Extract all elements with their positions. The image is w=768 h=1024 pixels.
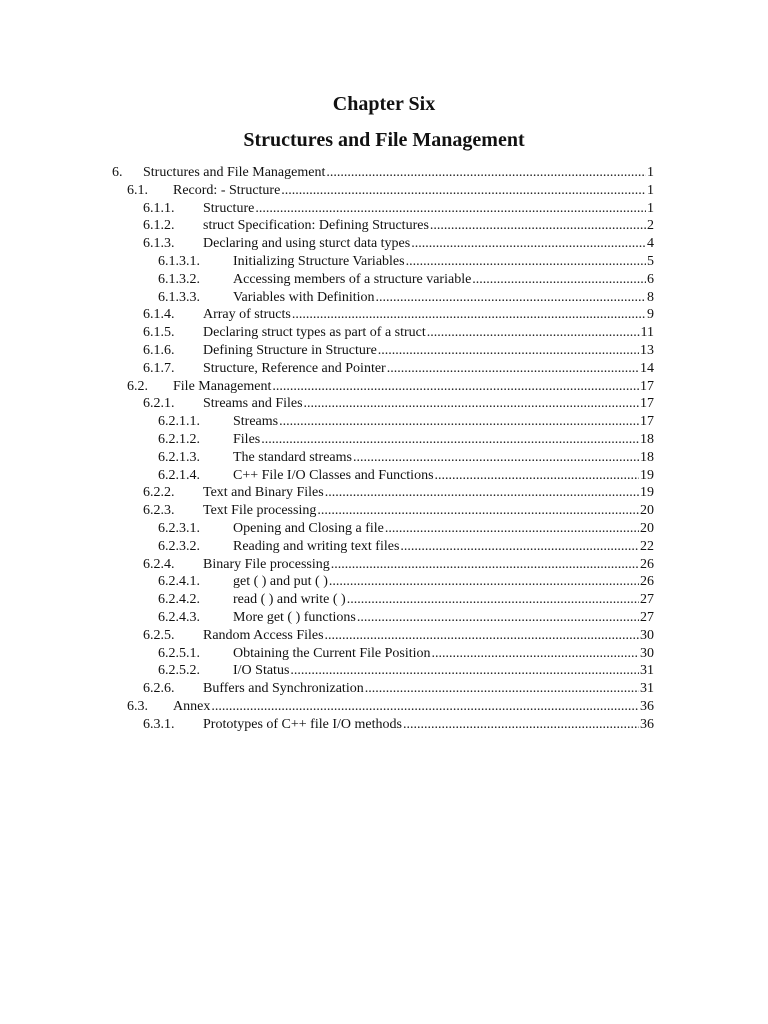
toc-entry[interactable] [158,253,654,271]
toc-entry-title: Files [233,432,261,447]
toc-entry-number: 6.2.6. [143,681,175,697]
toc-entry[interactable] [143,502,654,520]
toc-entry-page-number: 19 [640,467,654,483]
toc-entry-number: 6.1.3.3. [158,289,200,305]
toc-entry-page-number: 27 [640,610,654,625]
toc-entry-page-number: 27 [640,592,654,608]
toc-entry-page-number: 30 [640,645,654,661]
toc-entry-number: 6.1.1. [143,200,175,216]
chapter-subtitle: Structures and File Management [243,129,525,151]
toc-entry-number: 6. [112,165,123,180]
toc-dot-leader [347,591,639,609]
toc-entry-title: get ( ) and put ( ) [233,574,328,590]
toc-entry-title: Opening and Closing a file [233,521,384,536]
toc-dot-leader [281,182,646,200]
toc-entry-page-number: 18 [640,432,654,447]
toc-entry-page-number: 6 [647,271,654,287]
toc-entry[interactable] [158,609,654,627]
toc-entry-page-number: 26 [640,556,654,572]
toc-entry-number: 6.1.4. [143,307,175,323]
toc-entry-title: More get ( ) functions [233,610,356,625]
toc-dot-leader [432,645,639,663]
toc-dot-leader [385,520,639,538]
toc-entry[interactable] [158,573,654,591]
toc-entry-page-number: 19 [640,485,654,501]
toc-dot-leader [427,324,640,342]
toc-dot-leader [290,662,639,680]
toc-entry-title: struct Specification: Defining Structures [203,218,429,234]
toc-entry[interactable] [143,306,654,324]
toc-entry-number: 6.2.1. [143,396,175,412]
toc-entry-page-number: 30 [640,627,654,643]
toc-entry-page-number: 1 [647,182,654,198]
toc-entry-title: I/O Status [233,663,290,679]
toc-entry-title: Structure, Reference and Pointer [203,360,386,376]
toc-entry-number: 6.2.3.2. [158,538,200,554]
toc-entry-page-number: 22 [640,538,654,554]
toc-dot-leader [387,360,639,378]
toc-entry[interactable] [158,645,654,663]
toc-entry[interactable] [158,591,654,609]
toc-entry-number: 6.1.5. [143,325,175,341]
toc-entry-number: 6.2.1.2. [158,432,200,447]
toc-entry-number: 6.2.2. [143,485,175,501]
toc-entry-title: read ( ) and write ( ) [233,592,346,608]
toc-entry-number: 6.2.1.3. [158,449,200,465]
toc-entry[interactable] [143,680,654,698]
toc-dot-leader [325,484,639,502]
toc-entry[interactable] [158,413,654,431]
toc-entry-title: File Management [173,378,272,394]
toc-dot-leader [279,413,639,431]
toc-entry-title: Streams and Files [203,396,303,412]
toc-entry-number: 6.2.1.1. [158,414,200,430]
toc-dot-leader [365,680,639,698]
toc-dot-leader [406,253,646,271]
toc-entry-number: 6.2.4.1. [158,574,200,590]
toc-entry-title: Text File processing [203,503,317,519]
toc-entry[interactable] [127,182,654,200]
chapter-title: Chapter Six [332,93,436,115]
toc-entry-number: 6.1.3.2. [158,271,200,287]
toc-entry-title: Annex [173,699,211,714]
toc-entry[interactable] [143,200,654,218]
toc-entry[interactable] [143,324,654,342]
toc-entry-title: Accessing members of a structure variable [233,271,472,287]
toc-entry-number: 6.3. [127,699,148,714]
toc-entry-number: 6.1.3.1. [158,254,200,269]
toc-entry-title: Declaring struct types as part of a struct [203,325,426,341]
toc-entry-page-number: 36 [640,716,654,732]
toc-entry[interactable] [158,271,654,289]
toc-dot-leader [255,200,646,218]
toc-entry-title: Declaring and using sturct data types [203,236,411,252]
toc-entry[interactable] [143,217,654,235]
toc-entry-page-number: 2 [647,218,654,234]
toc-entry-page-number: 8 [647,289,654,305]
toc-entry-title: Initializing Structure Variables [233,254,405,269]
toc-dot-leader [400,538,639,556]
toc-entry-number: 6.2.1.4. [158,467,200,483]
toc-entry-page-number: 1 [647,200,654,216]
toc-dot-leader [411,235,646,253]
toc-dot-leader [261,431,639,449]
toc-entry-number: 6.1.6. [143,343,175,358]
toc-dot-leader [292,306,646,324]
toc-entry-title: Reading and writing text files [233,538,400,554]
toc-entry[interactable] [143,484,654,502]
toc-entry-number: 6.2.5. [143,627,175,643]
toc-entry-title: Streams [233,414,279,430]
toc-entry-page-number: 26 [640,574,654,590]
toc-entry[interactable] [158,662,654,680]
toc-entry-number: 6.1.3. [143,236,175,252]
toc-entry-page-number: 1 [647,165,654,180]
toc-entry[interactable] [127,698,654,716]
toc-entry-page-number: 18 [640,449,654,465]
toc-dot-leader [211,698,639,716]
toc-entry[interactable] [158,467,654,485]
toc-entry-number: 6.2.5.2. [158,663,200,679]
toc-entry[interactable] [143,360,654,378]
toc-dot-leader [376,289,646,307]
toc-entry-number: 6.1. [127,182,148,198]
toc-entry[interactable] [158,289,654,307]
toc-entry-title: The standard streams [233,449,352,465]
toc-entry-page-number: 14 [640,360,654,376]
toc-entry-title: Prototypes of C++ file I/O methods [203,716,402,732]
toc-entry[interactable] [143,395,654,413]
toc-dot-leader [435,467,639,485]
toc-entry-page-number: 31 [640,663,654,679]
toc-dot-leader [353,449,639,467]
toc-entry[interactable] [143,556,654,574]
toc-entry-page-number: 20 [640,521,654,536]
toc-dot-leader [329,573,639,591]
toc-entry[interactable] [143,235,654,253]
toc-entry-number: 6.1.7. [143,360,175,376]
toc-dot-leader [403,716,639,734]
toc-entry-page-number: 17 [640,414,654,430]
toc-entry[interactable] [127,378,654,396]
toc-entry[interactable] [158,538,654,556]
toc-dot-leader [331,556,639,574]
toc-entry-title: Binary File processing [203,556,330,572]
toc-entry-title: Defining Structure in Structure [203,343,377,358]
toc-entry-title: Array of structs [203,307,291,323]
toc-entry[interactable] [112,164,654,182]
toc-entry-page-number: 17 [640,378,654,394]
toc-entry-number: 6.2.3. [143,503,175,519]
toc-entry-number: 6.2.4.2. [158,592,200,608]
toc-dot-leader [304,395,639,413]
toc-entry-page-number: 20 [640,503,654,519]
toc-entry-title: Text and Binary Files [203,485,324,501]
toc-entry-title: Record: - Structure [173,182,281,198]
toc-entry-title: Random Access Files [203,627,324,643]
toc-dot-leader [357,609,639,627]
toc-entry-page-number: 9 [647,307,654,323]
toc-entry-number: 6.2. [127,378,148,394]
toc-entry-number: 6.3.1. [143,716,175,732]
toc-entry-title: C++ File I/O Classes and Functions [233,467,434,483]
toc-entry-title: Buffers and Synchronization [203,681,364,697]
toc-entry-title: Obtaining the Current File Position [233,645,431,661]
toc-entry-page-number: 13 [640,343,654,358]
toc-entry-page-number: 4 [647,236,654,252]
toc-entry-title: Structures and File Management [143,165,326,180]
toc-entry-page-number: 31 [640,681,654,697]
toc-entry-page-number: 36 [640,699,654,714]
toc-entry-number: 6.2.5.1. [158,645,200,661]
toc-entry-number: 6.2.4. [143,556,175,572]
toc-entry-number: 6.2.4.3. [158,610,200,625]
toc-dot-leader [472,271,646,289]
toc-entry-title: Structure [203,200,255,216]
toc-entry[interactable] [143,342,654,360]
toc-dot-leader [325,627,639,645]
toc-dot-leader [326,164,646,182]
toc-entry[interactable] [158,449,654,467]
toc-entry-page-number: 17 [640,396,654,412]
toc-entry-page-number: 5 [647,254,654,269]
toc-dot-leader [430,217,646,235]
toc-dot-leader [378,342,639,360]
toc-entry[interactable] [143,627,654,645]
toc-entry[interactable] [143,716,654,734]
toc-entry[interactable] [158,520,654,538]
toc-entry-number: 6.1.2. [143,218,175,234]
toc-dot-leader [317,502,639,520]
toc-entry-page-number: 11 [640,325,654,341]
toc-entry-number: 6.2.3.1. [158,521,200,536]
toc-entry[interactable] [158,431,654,449]
toc-dot-leader [272,378,639,396]
toc-entry-title: Variables with Definition [233,289,375,305]
